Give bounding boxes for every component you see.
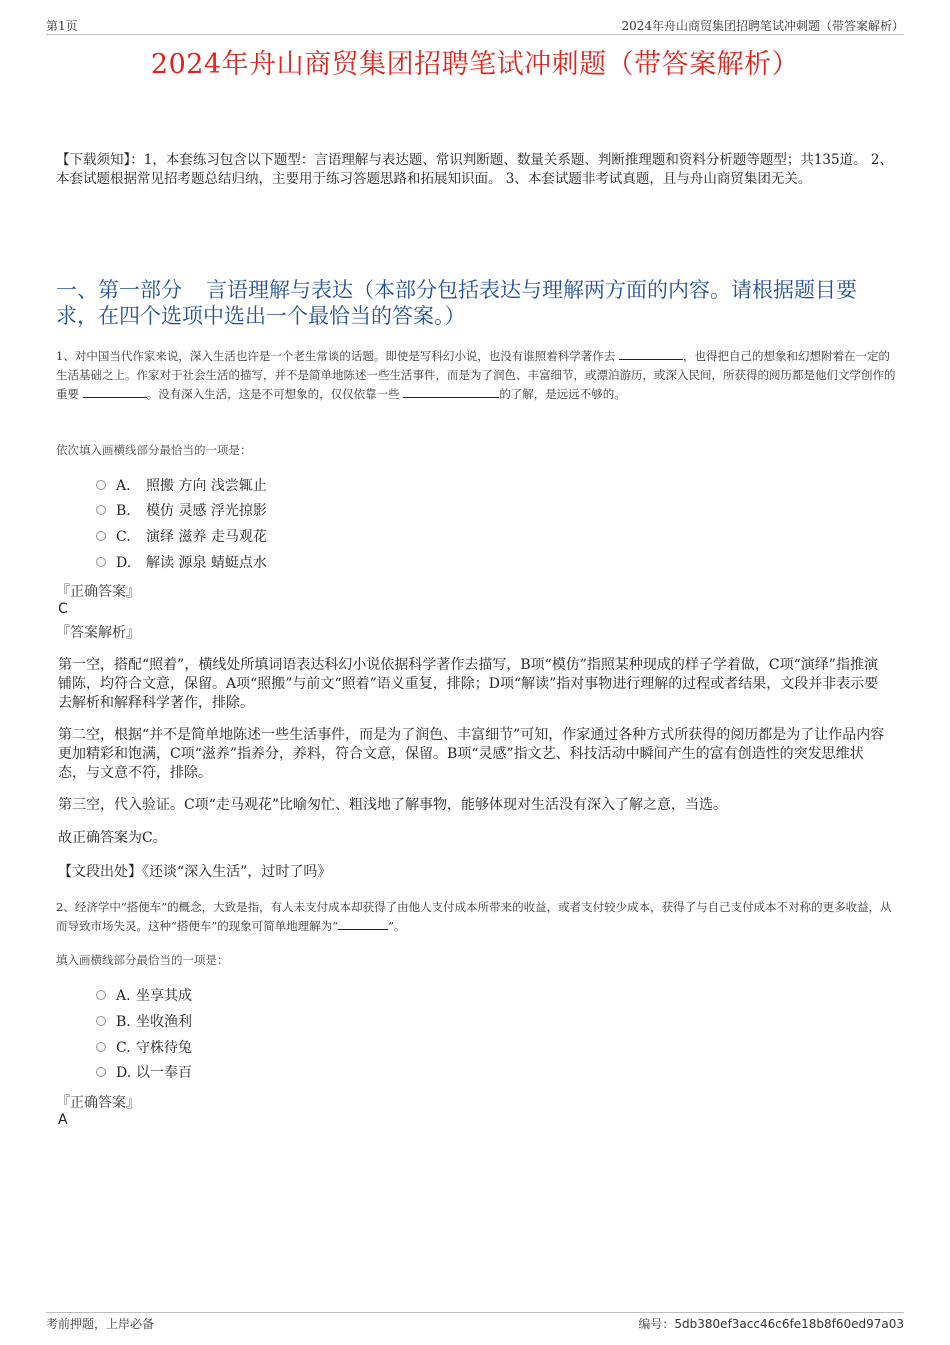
footer-code-value: 5db380ef3acc46c6fe18b8f60ed97a03 (674, 1317, 904, 1331)
option-text: 守株待兔 (136, 1040, 192, 1056)
analysis-paragraph: 第三空，代入验证。C项“走马观花”比喻匆忙、粗浅地了解事物，能够体现对生活没有深入了解之意，当选。 (58, 797, 728, 813)
radio-button[interactable] (96, 1067, 106, 1077)
option-letter: D. (116, 555, 132, 571)
option-letter: B. (116, 1014, 131, 1030)
section-heading (56, 277, 896, 329)
footer-code-label: 编号： (638, 1317, 675, 1331)
option-letter: A. (116, 988, 131, 1004)
question-2-text-part: ”。 (388, 919, 406, 933)
question-2-prompt: 填入画横线部分最恰当的一项是： (56, 953, 229, 967)
question-2-option-a[interactable] (96, 986, 192, 1006)
question-1-option-c[interactable] (96, 527, 267, 547)
footer-slogan: 考前押题，上岸必备 (46, 1317, 155, 1331)
question-1-answer: C (58, 601, 68, 617)
option-text: 以一奉百 (136, 1065, 192, 1081)
radio-button[interactable] (96, 480, 106, 490)
download-notice: 【下载须知】：1，本套练习包含以下题型：言语理解与表达题、常识判断题、数量关系题、判断推理题和资料分析题等题型；共135道。 2、本套试题根据常见招考题总结归纳，主要用于练习答题思路和拓展知识面。 3、本套试题非考试真题，且与舟山商贸集团无关。 (56, 152, 893, 187)
fill-blank (338, 917, 388, 930)
question-2-option-c[interactable] (96, 1038, 192, 1058)
header-divider (46, 34, 904, 35)
option-letter: D. (116, 1065, 132, 1081)
question-1-option-d[interactable] (96, 553, 267, 573)
question-2-text-part: 2、经济学中“搭便车”的概念，大致是指，有人未支付成本却获得了由他人支付成本所带来的收益，或者支付较少成本，获得了与自己支付成本不对称的更多收益，从而导致市场失灵。这种“搭便车”的现象可简单地理解为“ (56, 900, 892, 933)
question-1-option-a[interactable] (96, 476, 267, 496)
radio-button[interactable] (96, 990, 106, 1000)
analysis-paragraph: 第一空，搭配“照着”，横线处所填词语表达科幻小说依据科学著作去描写，B项“模仿”指照某种现成的样子学着做，C项“演绎”指推演铺陈，均符合文意，保留。A项“照搬”与前文“照着”语义重复，排除；D项“解读”指对事物进行理解的过程或者结果，文段并非表示要去解析和解释科学著作，排除。 (58, 657, 879, 711)
question-2-answer: A (58, 1112, 68, 1128)
question-1-answer-label: 『正确答案』 (56, 584, 140, 600)
section-description: 言语理解与表达（本部分包括表达与理解两方面的内容。请根据题目要求，在四个选项中选出一个最恰当的答案。） (56, 278, 857, 328)
analysis-conclusion: 故正确答案为C。 (58, 830, 167, 846)
option-text: 坐享其成 (136, 988, 192, 1004)
footer-divider (46, 1312, 904, 1313)
question-1-option-b[interactable] (96, 501, 267, 521)
radio-button[interactable] (96, 1016, 106, 1026)
radio-button[interactable] (96, 531, 106, 541)
section-number: 一、第一部分 (56, 278, 182, 302)
question-2-option-b[interactable] (96, 1012, 192, 1032)
fill-blank (83, 385, 147, 398)
option-text: 模仿 灵感 浮光掠影 (146, 503, 267, 519)
analysis-paragraph: 第二空，根据“并不是简单地陈述一些生活事件，而是为了润色、丰富细节”可知，作家通过各种方式所获得的阅历都是为了让作品内容更加精彩和饱满，C项“滋养”指养分，养料，符合文意，保留。B项“灵感”指文艺、科技活动中瞬间产生的富有创造性的突发思维状态，与文意不符，排除。 (58, 727, 885, 781)
question-1-text-part: 1、对中国当代作家来说，深入生活也许是一个老生常谈的话题。即使是写科幻小说，也没有谁照着科学著作去 (56, 349, 616, 363)
question-2-text (56, 898, 896, 936)
question-1-text-part: ，也得把自己的想象和幻想附着在一定的生活基础之上。作家对于社会生活的描写，并不是简单地陈述一些生活事件，而是为了润色、丰富细节，或漂泊游历，或深入民间，所获得的阅历都是他们文学创作的重要 (56, 349, 896, 401)
question-2-answer-label: 『正确答案』 (56, 1095, 140, 1111)
footer-code (638, 1315, 904, 1332)
option-text: 坐收渔利 (136, 1014, 192, 1030)
option-text: 演绎 滋养 走马观花 (146, 529, 267, 545)
fill-blank (403, 385, 499, 398)
header-doc-title: 2024年舟山商贸集团招聘笔试冲刺题（带答案解析） (621, 19, 904, 33)
question-1-text (56, 347, 896, 404)
radio-button[interactable] (96, 505, 106, 515)
question-1-analysis-label: 『答案解析』 (56, 625, 140, 641)
analysis-source: 【文段出处】《还谈“深入生活”，过时了吗》 (58, 864, 332, 880)
page-number: 第1页 (46, 19, 78, 33)
fill-blank (619, 347, 683, 360)
radio-button[interactable] (96, 557, 106, 567)
option-text: 解读 源泉 蜻蜓点水 (146, 555, 267, 571)
question-2-option-d[interactable] (96, 1063, 192, 1083)
page-title: 2024年舟山商贸集团招聘笔试冲刺题（带答案解析） (150, 49, 800, 80)
option-letter: C. (116, 1040, 131, 1056)
option-letter: C. (116, 529, 131, 545)
radio-button[interactable] (96, 1042, 106, 1052)
option-letter: A. (116, 478, 131, 494)
option-letter: B. (116, 503, 131, 519)
question-1-text-part: 。没有深入生活，这是不可想象的，仅仅依靠一些 (146, 387, 400, 401)
question-1-prompt: 依次填入画横线部分最恰当的一项是： (56, 443, 252, 457)
option-text: 照搬 方向 浅尝辄止 (146, 478, 267, 494)
question-1-text-part: 的了解，是远远不够的。 (499, 387, 626, 401)
